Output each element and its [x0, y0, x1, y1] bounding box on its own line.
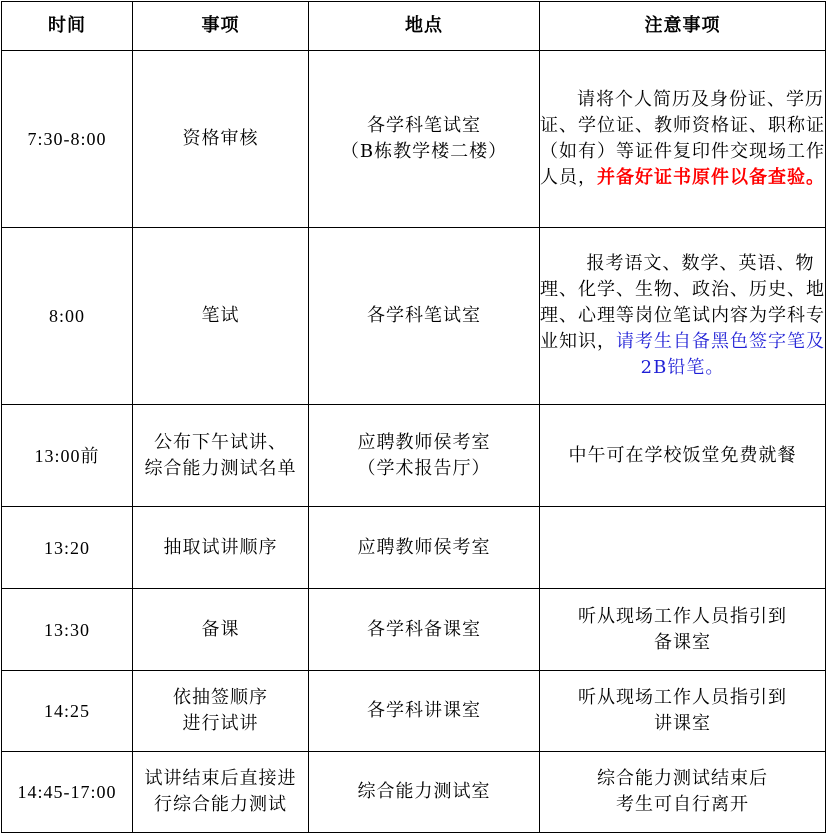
cell-note	[540, 671, 826, 752]
cell-place: 综合能力测试室	[309, 752, 540, 833]
cell-time: 14:25	[2, 671, 133, 752]
note-text: 报考语文、数学、英语、物理、化学、生物、政治、历史、地理、心理等岗位笔试内容为学科专业知识，	[540, 253, 825, 352]
header-item: 事项	[133, 2, 309, 51]
note-highlight-blue: 请考生自备黑色签字笔及2B铅笔。	[616, 331, 825, 378]
cell-item	[133, 671, 309, 752]
note-line: 考生可自行离开	[616, 794, 749, 815]
cell-time: 13:30	[2, 589, 133, 671]
note-highlight-red: 并备好证书原件以备查验。	[597, 167, 825, 188]
cell-item: 笔试	[133, 228, 309, 405]
cell-place: 各学科备课室	[309, 589, 540, 671]
note-line: 备课室	[654, 631, 711, 653]
item-line: 公布下午试讲、	[154, 431, 287, 453]
cell-place	[309, 405, 540, 507]
place-line: 应聘教师侯考室	[357, 431, 491, 453]
cell-time: 7:30-8:00	[2, 51, 133, 228]
cell-place: 应聘教师侯考室	[309, 507, 540, 589]
item-line: 综合能力测试名单	[144, 457, 297, 479]
note-line: 讲课室	[654, 713, 711, 734]
item-line: 依抽签顺序	[173, 687, 268, 708]
table-row	[2, 507, 826, 589]
cell-time: 13:20	[2, 507, 133, 589]
header-note: 注意事项	[540, 2, 826, 51]
table-row	[2, 752, 826, 833]
note-line: 听从现场工作人员指引到	[578, 605, 787, 627]
note-text: 请将个人简历及身份证、学历证、学位证、教师资格证、职称证（如有）等证件复印件交现场工作人员，	[540, 89, 825, 188]
note-line: 综合能力测试结束后	[597, 768, 768, 789]
table-row	[2, 228, 826, 405]
cell-note: 中午可在学校饭堂免费就餐	[540, 405, 826, 507]
place-line: （学术报告厅）	[357, 457, 491, 479]
table-row	[2, 589, 826, 671]
cell-item: 抽取试讲顺序	[133, 507, 309, 589]
cell-time: 8:00	[2, 228, 133, 405]
cell-time: 14:45-17:00	[2, 752, 133, 833]
cell-note	[540, 51, 826, 228]
cell-note	[540, 589, 826, 671]
header-time: 时间	[2, 2, 133, 51]
place-line: 各学科笔试室	[367, 115, 481, 136]
place-line: （B栋教学楼二楼）	[340, 141, 508, 162]
cell-item: 资格审核	[133, 51, 309, 228]
cell-note	[540, 752, 826, 833]
note-line: 听从现场工作人员指引到	[578, 687, 787, 708]
cell-place: 各学科笔试室	[309, 228, 540, 405]
table-row	[2, 51, 826, 228]
cell-item	[133, 405, 309, 507]
cell-note	[540, 507, 826, 589]
cell-item	[133, 752, 309, 833]
table-row	[2, 405, 826, 507]
header-row	[2, 2, 826, 51]
header-place: 地点	[309, 2, 540, 51]
item-line: 进行试讲	[182, 713, 259, 734]
item-line: 试讲结束后直接进	[144, 768, 297, 789]
cell-place: 各学科讲课室	[309, 671, 540, 752]
cell-place	[309, 51, 540, 228]
table-row	[2, 671, 826, 752]
item-line: 行综合能力测试	[154, 794, 287, 815]
cell-item: 备课	[133, 589, 309, 671]
cell-time: 13:00前	[2, 405, 133, 507]
schedule-table	[1, 1, 826, 833]
cell-note	[540, 228, 826, 405]
